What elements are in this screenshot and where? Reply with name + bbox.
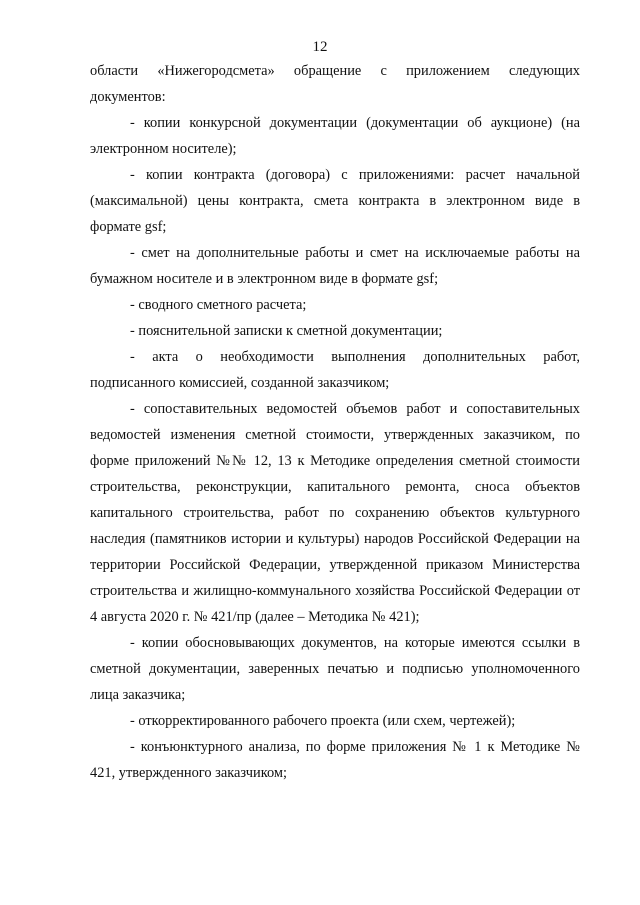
list-item-act-additional-works: - акта о необходимости выполнения дополнительных работ, подписанного комиссией, созданной заказчиком; [90, 349, 580, 391]
page-number: 12 [312, 39, 328, 55]
list-item-market-analysis: - конъюнктурного анализа, по форме приложения № 1 к Методике № 421, утвержденного заказчиком; [90, 739, 580, 781]
list-item-explanatory-note: - пояснительной записки к сметной документации; [130, 323, 443, 339]
paragraph-intro: области «Нижегородсмета» обращение с приложением следующих документов: [90, 63, 580, 105]
list-item-additional-estimates: - смет на дополнительные работы и смет на исключаемые работы на бумажном носителе и в электронном виде в формате gsf; [90, 245, 580, 287]
list-item-corrected-project: - откорректированного рабочего проекта (или схем, чертежей); [130, 713, 516, 729]
list-item-summary-estimate: - сводного сметного расчета; [130, 297, 307, 313]
list-item-supporting-documents: - копии обосновывающих документов, на которые имеются ссылки в сметной документации, заверенных печатью и подписью уполномоченного лица заказчика; [90, 635, 580, 703]
document-body [90, 58, 580, 786]
list-item-contest-docs: - копии конкурсной документации (документации об аукционе) (на электронном носителе); [90, 115, 580, 157]
list-item-comparative-statements: - сопоставительных ведомостей объемов работ и сопоставительных ведомостей изменения сметной стоимости, утвержденных заказчиком, по форме приложений №№ 12, 13 к Методике определения сметной стоимости строительства, реконструкции, капитального ремонта, сноса объектов капитального строительства, работ по сохранению объектов культурного наследия (памятников истории и культуры) народов Российской Федерации на территории Российской Федерации, утвержденной приказом Министерства строительства и жилищно-коммунального хозяйства Российской Федерации от 4 августа 2020 г. № 421/пр (далее – Методика № 421); [90, 401, 580, 625]
list-item-contract-copy: - копии контракта (договора) с приложениями: расчет начальной (максимальной) цены контракта, смета контракта в электронном виде в формате gsf; [90, 167, 580, 235]
